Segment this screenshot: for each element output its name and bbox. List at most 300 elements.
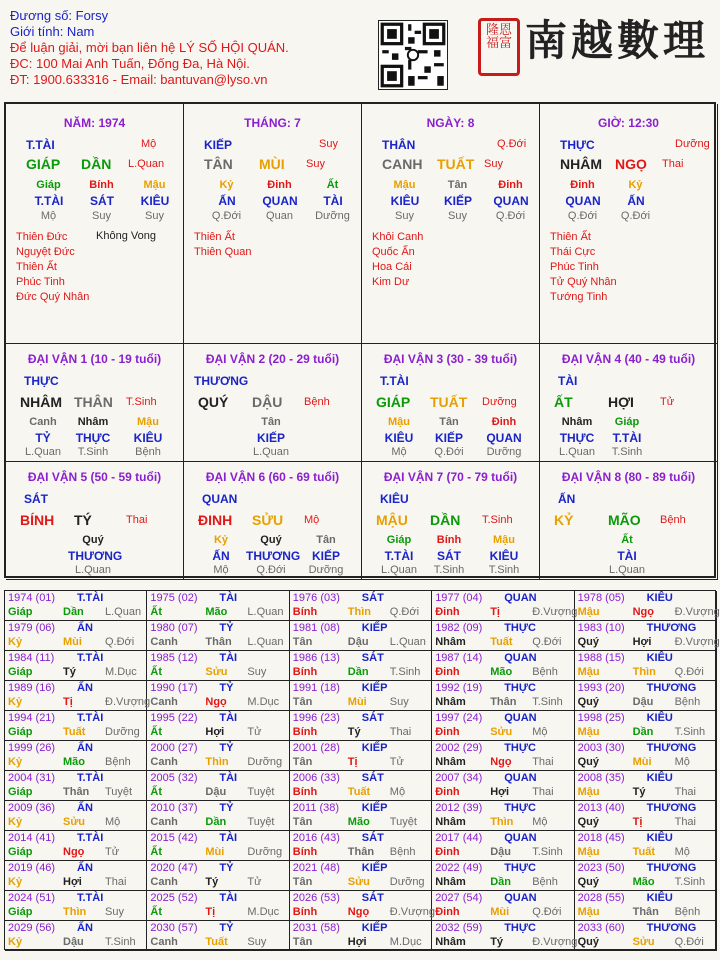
hidden-god: KIẾP: [256, 431, 285, 445]
year-god: TỶ: [219, 682, 234, 694]
year-label: 2027 (54): [435, 892, 483, 904]
pillar-can: NHÂM: [560, 156, 602, 172]
year-cell: [5, 681, 151, 711]
hidden-god: THƯƠNG: [246, 549, 301, 563]
hidden-stage: L.Quan: [74, 564, 112, 576]
year-can: Ất: [150, 906, 162, 918]
dai-van-can: ẤT: [554, 394, 573, 410]
year-chi: Hợi: [632, 636, 652, 648]
year-label: 1990 (17): [150, 682, 198, 694]
hidden-stage: L.Quan: [252, 446, 290, 458]
hidden-stem: Tân: [439, 416, 459, 428]
year-stage: Tử: [247, 876, 262, 888]
year-label: 2005 (32): [150, 772, 198, 784]
year-label: 2028 (55): [577, 892, 625, 904]
year-can: Tân: [292, 696, 313, 708]
dai-van-title: ĐẠI VẬN 6 (60 - 69 tuổi): [205, 470, 340, 484]
year-label: 1975 (02): [150, 592, 198, 604]
year-cell: [290, 771, 432, 801]
year-cell: [147, 591, 289, 621]
year-chi: Dần: [490, 876, 511, 888]
dai-van-chi: TÝ: [74, 512, 92, 528]
year-cell: [575, 891, 717, 921]
year-stage: Tử: [389, 756, 404, 768]
hidden-stem: Giáp: [386, 534, 412, 546]
year-cell: [432, 831, 574, 861]
hidden-stage: L.Quan: [380, 564, 418, 576]
pillar-god: KIẾP: [204, 138, 233, 152]
pillar-chi-stage: Thai: [662, 158, 684, 170]
pillar-title: THÁNG: 7: [244, 116, 301, 130]
year-stage: Bệnh: [532, 876, 558, 888]
year-can: Kỷ: [8, 636, 23, 648]
year-chi: Thìn: [632, 666, 656, 678]
year-label: 1982 (09): [435, 622, 483, 634]
hidden-god: SÁT: [437, 549, 461, 563]
year-label: 1986 (13): [292, 652, 340, 664]
hidden-stage: Quan: [266, 210, 293, 222]
year-cell: [575, 801, 717, 831]
star-label: Khôi Canh: [372, 231, 424, 243]
hidden-god: THỰC: [559, 431, 595, 445]
year-chi: Ngọ: [632, 606, 654, 618]
year-label: 2026 (53): [292, 892, 340, 904]
year-can: Ất: [150, 606, 162, 618]
dai-van-stage: T.Sinh: [126, 396, 157, 408]
year-cell: [575, 681, 717, 711]
year-chi: Tý: [63, 666, 76, 678]
hidden-stem: Tân: [447, 179, 468, 191]
year-god: KIÊU: [646, 772, 673, 784]
pillar-grid: [4, 102, 716, 578]
hidden-stage: Dưỡng: [308, 564, 344, 576]
year-chi: Tuất: [63, 726, 86, 738]
year-stage: Đ.Vượng: [532, 606, 578, 618]
dai-van-stage: Dưỡng: [482, 396, 517, 408]
year-god: QUAN: [504, 832, 537, 844]
year-stage: Dưỡng: [389, 876, 425, 888]
star-label: Thiên Quan: [194, 246, 252, 258]
year-label: 1979 (06): [8, 622, 56, 634]
year-cell: [290, 741, 432, 771]
year-stage: L.Quan: [247, 606, 284, 618]
year-can: Quý: [577, 636, 599, 648]
year-cell: [5, 651, 147, 681]
year-label: 1983 (10): [577, 622, 625, 634]
year-can: Nhâm: [435, 756, 466, 768]
hidden-stem: Quý: [82, 534, 104, 546]
pillar-chi: MÙI: [259, 156, 285, 172]
year-stage: Thai: [532, 756, 554, 768]
year-god: SÁT: [361, 832, 384, 844]
hidden-stem: Ất: [326, 179, 339, 191]
year-label: 1985 (12): [150, 652, 198, 664]
hidden-stage: L.Quan: [558, 446, 596, 458]
year-god: ẤN: [77, 802, 93, 814]
hidden-god: SÁT: [90, 194, 114, 208]
hidden-stem: Đinh: [267, 179, 292, 191]
year-can: Bính: [292, 906, 318, 918]
year-can: Canh: [150, 936, 178, 948]
year-label: 1976 (03): [292, 592, 340, 604]
year-chi: Hợi: [63, 876, 82, 888]
hidden-stem: Đinh: [570, 179, 595, 191]
hidden-stage: Suy: [92, 210, 111, 222]
year-cell: [5, 771, 147, 801]
year-god: KIÊU: [646, 592, 673, 604]
pillar-stage: Q.Đới: [497, 138, 527, 150]
hidden-stem: Bính: [436, 534, 462, 546]
hidden-stem: Nhâm: [77, 416, 109, 428]
year-cell: [5, 891, 147, 921]
year-label: 1992 (19): [435, 682, 483, 694]
hidden-stem: Mậu: [493, 534, 515, 546]
hidden-stem: Tân: [316, 534, 336, 546]
year-chi: Tị: [63, 696, 73, 708]
year-label: 1977 (04): [435, 592, 483, 604]
gender: Giới tính: Nam: [10, 24, 95, 39]
year-god: ẤN: [77, 742, 93, 754]
year-label: 2021 (48): [292, 862, 340, 874]
year-stage: T.Sinh: [532, 846, 563, 858]
year-can: Mậu: [577, 906, 600, 918]
hidden-god: QUAN: [493, 194, 529, 208]
year-god: THƯƠNG: [646, 802, 697, 814]
year-cell: [147, 891, 289, 921]
year-chi: Hợi: [490, 786, 510, 798]
pillar-stage: Suy: [319, 138, 338, 150]
year-god: TÀI: [219, 652, 238, 664]
dai-van-chi: TUẤT: [430, 394, 468, 410]
hidden-god: T.TÀI: [384, 549, 414, 563]
hidden-stage: T.Sinh: [433, 564, 465, 576]
year-can: Giáp: [8, 666, 33, 678]
year-cell: [147, 681, 289, 711]
year-stage: M.Dục: [247, 696, 280, 708]
star-label: Quốc Ấn: [372, 246, 415, 258]
dai-van-chi: DẦN: [430, 512, 461, 528]
star-label: Thái Cực: [550, 246, 596, 258]
year-can: Giáp: [8, 726, 33, 738]
year-chi: Thìn: [63, 906, 87, 918]
year-god: T.TÀI: [77, 652, 104, 664]
pillar-3: [362, 104, 540, 344]
hidden-stem: Giáp: [614, 416, 640, 428]
dai-van-2: [184, 344, 362, 462]
year-god: THƯƠNG: [646, 922, 697, 934]
year-stage: Dưỡng: [247, 756, 283, 768]
year-stage: Tử: [247, 726, 262, 738]
year-cell: [147, 741, 289, 771]
year-can: Kỷ: [8, 756, 23, 768]
dai-van-title: ĐẠI VẬN 8 (80 - 89 tuổi): [561, 470, 696, 484]
year-label: 1984 (11): [8, 652, 55, 664]
year-can: Kỷ: [8, 876, 23, 888]
hidden-stem: Mậu: [137, 416, 159, 428]
year-label: 2006 (33): [292, 772, 340, 784]
year-cell: [5, 921, 147, 951]
year-can: Đinh: [435, 906, 460, 918]
year-can: Quý: [577, 936, 599, 948]
year-cell: [5, 831, 147, 861]
year-label: 2020 (47): [150, 862, 198, 874]
pillar-2: [184, 104, 362, 344]
year-chi: Tý: [347, 726, 361, 738]
pillar-title: NĂM: 1974: [63, 116, 126, 130]
year-cell: [575, 621, 720, 651]
year-chi: Tuất: [632, 846, 655, 858]
year-cell: [290, 861, 432, 891]
year-stage: Bệnh: [674, 696, 701, 708]
year-can: Đinh: [435, 606, 460, 618]
star-label: Phúc Tinh: [16, 276, 65, 288]
year-god: KIẾP: [361, 922, 388, 934]
year-god: QUAN: [504, 652, 537, 664]
pillar-chi: DẦN: [81, 156, 112, 172]
dai-van-god: SÁT: [24, 492, 48, 506]
year-god: QUAN: [504, 892, 537, 904]
year-god: TỶ: [219, 622, 234, 634]
year-god: ẤN: [77, 922, 93, 934]
year-can: Mậu: [577, 726, 600, 738]
year-stage: Q.Đới: [389, 606, 420, 618]
year-stage: Q.Đới: [674, 666, 704, 678]
dai-van-title: ĐẠI VẬN 4 (40 - 49 tuổi): [561, 352, 696, 366]
dai-van-stage: T.Sinh: [482, 514, 513, 526]
year-stage: Bệnh: [532, 666, 558, 678]
hidden-stem: Mậu: [393, 179, 416, 191]
year-label: 1978 (05): [577, 592, 625, 604]
dai-van-chi: SỬU: [252, 512, 284, 528]
hidden-stage: Q.Đới: [256, 564, 286, 576]
year-god: THƯƠNG: [646, 862, 697, 874]
year-chi: Tý: [205, 876, 219, 888]
pillar-stage: Mộ: [141, 138, 157, 150]
year-cell: [432, 711, 574, 741]
dai-van-title: ĐẠI VẬN 3 (30 - 39 tuổi): [383, 352, 518, 366]
year-god: TỶ: [219, 862, 234, 874]
dai-van-stage: Bệnh: [660, 514, 686, 526]
year-chi: Tý: [490, 936, 504, 948]
hidden-stem: Nhâm: [561, 416, 593, 428]
pillar-can: GIÁP: [26, 156, 61, 172]
year-can: Bính: [292, 786, 318, 798]
dai-van-8: [540, 462, 718, 580]
year-chi: Sửu: [205, 666, 228, 678]
year-label: 1995 (22): [150, 712, 198, 724]
year-god: THƯƠNG: [646, 682, 697, 694]
hidden-god: KIÊU: [140, 194, 170, 208]
year-chi: Tị: [490, 606, 500, 618]
year-cell: [575, 651, 717, 681]
hidden-stage: Q.Đới: [434, 446, 464, 458]
pillar-chi: NGỌ: [615, 156, 647, 172]
year-chi: Mùi: [490, 906, 510, 918]
year-chi: Dần: [632, 726, 654, 738]
hidden-god: KIẾP: [434, 431, 463, 445]
pillar-chi: TUẤT: [437, 156, 475, 172]
year-stage: Mộ: [105, 816, 121, 828]
dai-van-chi: THÂN: [74, 394, 113, 410]
year-stage: Mộ: [389, 786, 406, 798]
year-chi: Mão: [205, 606, 228, 618]
year-label: 2008 (35): [577, 772, 625, 784]
year-cell: [5, 621, 147, 651]
year-cell: [290, 831, 432, 861]
year-god: SÁT: [361, 772, 384, 784]
year-god: T.TÀI: [77, 892, 104, 904]
year-stage: Mộ: [532, 726, 548, 738]
year-can: Giáp: [8, 906, 33, 918]
year-chi: Dần: [205, 816, 227, 828]
hidden-god: TÀI: [617, 549, 637, 563]
year-god: ẤN: [77, 622, 93, 634]
year-can: Canh: [150, 696, 178, 708]
year-can: Mậu: [577, 666, 600, 678]
year-god: T.TÀI: [77, 712, 104, 724]
year-can: Đinh: [435, 666, 460, 678]
year-god: KIẾP: [361, 622, 388, 634]
year-label: 2015 (42): [150, 832, 198, 844]
year-chi: Ngọ: [490, 756, 512, 768]
year-god: QUAN: [504, 592, 537, 604]
year-can: Kỷ: [8, 696, 23, 708]
year-can: Giáp: [8, 846, 33, 858]
star-label: Phúc Tinh: [550, 261, 599, 273]
hidden-stem: Quý: [260, 534, 282, 546]
year-cell: [147, 831, 289, 861]
year-stage: L.Quan: [389, 636, 426, 648]
year-chi: Thân: [347, 846, 375, 858]
hidden-stage: L.Quan: [608, 564, 646, 576]
qr-code-icon[interactable]: [378, 20, 448, 90]
year-chi: Dậu: [632, 696, 654, 708]
year-can: Quý: [577, 756, 599, 768]
dai-van-1: [6, 344, 184, 462]
year-label: 2019 (46): [8, 862, 56, 874]
year-stage: Bệnh: [674, 906, 701, 918]
year-stage: Dưỡng: [105, 726, 140, 738]
hidden-god: THỰC: [75, 431, 111, 445]
hidden-god: KIÊU: [133, 431, 163, 445]
dai-van-can: ĐINH: [198, 512, 233, 528]
year-god: TỶ: [219, 802, 234, 814]
year-label: 2032 (59): [435, 922, 483, 934]
year-cell: [432, 921, 578, 951]
hidden-stage: T.Sinh: [77, 446, 109, 458]
year-chi: Thìn: [347, 606, 372, 618]
year-label: 1981 (08): [292, 622, 340, 634]
contact-line-2: ĐC: 100 Mai Anh Tuấn, Đống Đa, Hà Nội.: [10, 56, 250, 71]
year-can: Nhâm: [435, 636, 466, 648]
year-chi: Dậu: [205, 786, 227, 798]
year-cell: [432, 651, 574, 681]
year-stage: Mộ: [674, 846, 690, 858]
year-chi: Dần: [63, 606, 84, 618]
star-label: Tử Quý Nhân: [550, 276, 617, 288]
hidden-stage: Mộ: [40, 210, 57, 222]
year-god: TỶ: [219, 742, 234, 754]
year-god: KIÊU: [646, 652, 673, 664]
year-can: Mậu: [577, 846, 600, 858]
dai-van-can: QUÝ: [198, 394, 229, 410]
hidden-stage: Mộ: [391, 446, 407, 458]
year-stage: Bệnh: [105, 756, 131, 768]
year-cell: [5, 591, 147, 621]
year-cell: [575, 771, 717, 801]
year-god: T.TÀI: [77, 772, 104, 784]
hidden-god: TỶ: [35, 431, 51, 445]
year-stage: T.Sinh: [389, 666, 421, 678]
year-god: THỰC: [504, 682, 536, 694]
year-stage: Thai: [105, 876, 127, 888]
year-label: 2018 (45): [577, 832, 625, 844]
dai-van-5: [6, 462, 184, 580]
year-cell: [432, 621, 574, 651]
year-can: Kỷ: [8, 816, 23, 828]
dai-van-can: NHÂM: [20, 394, 62, 410]
contact-line-3: ĐT: 1900.633316 - Email: bantuvan@lyso.vn: [10, 72, 268, 87]
year-stage: Suy: [389, 696, 409, 708]
year-can: Đinh: [435, 846, 460, 858]
hidden-god: KIÊU: [384, 431, 414, 445]
year-label: 2000 (27): [150, 742, 198, 754]
year-cell: [290, 921, 432, 951]
hidden-god: THƯƠNG: [68, 549, 123, 563]
year-chi: Tị: [347, 756, 358, 768]
year-can: Canh: [150, 756, 178, 768]
year-god: ẤN: [77, 682, 93, 694]
year-stage: Đ.Vượng: [532, 936, 578, 948]
year-can: Ất: [150, 786, 162, 798]
year-label: 1997 (24): [435, 712, 483, 724]
hidden-stage: Suy: [395, 210, 414, 222]
year-cell: [575, 861, 717, 891]
year-label: 1974 (01): [8, 592, 56, 604]
hidden-god: QUAN: [565, 194, 601, 208]
year-label: 2024 (51): [8, 892, 56, 904]
hidden-stem: Đinh: [498, 179, 523, 191]
year-chi: Dần: [347, 666, 369, 678]
year-stage: Mộ: [532, 816, 548, 828]
year-stage: Q.Đới: [674, 936, 704, 948]
year-cell: [5, 741, 147, 771]
year-can: Canh: [150, 636, 178, 648]
dai-van-title: ĐẠI VẬN 2 (20 - 29 tuổi): [205, 352, 340, 366]
year-can: Giáp: [8, 606, 33, 618]
dai-van-god: TÀI: [558, 374, 578, 388]
year-god: THỰC: [504, 742, 536, 754]
year-cell: [5, 711, 147, 741]
year-god: THƯƠNG: [646, 622, 697, 634]
year-can: Bính: [292, 606, 318, 618]
year-god: TÀI: [219, 712, 238, 724]
pillar-god: THỰC: [560, 138, 595, 152]
star-label: Kim Dư: [372, 276, 410, 288]
year-can: Quý: [577, 876, 599, 888]
year-cell: [5, 801, 147, 831]
year-label: 2010 (37): [150, 802, 198, 814]
year-can: Nhâm: [435, 816, 466, 828]
year-chi: Thân: [63, 786, 90, 798]
year-chi: Dậu: [347, 636, 369, 648]
pillar-can: TÂN: [204, 156, 233, 172]
year-chi: Tý: [632, 786, 646, 798]
year-cell: [432, 771, 574, 801]
pillar-chi-stage: Suy: [484, 158, 503, 170]
year-label: 2011 (38): [292, 802, 340, 814]
year-can: Canh: [150, 876, 178, 888]
